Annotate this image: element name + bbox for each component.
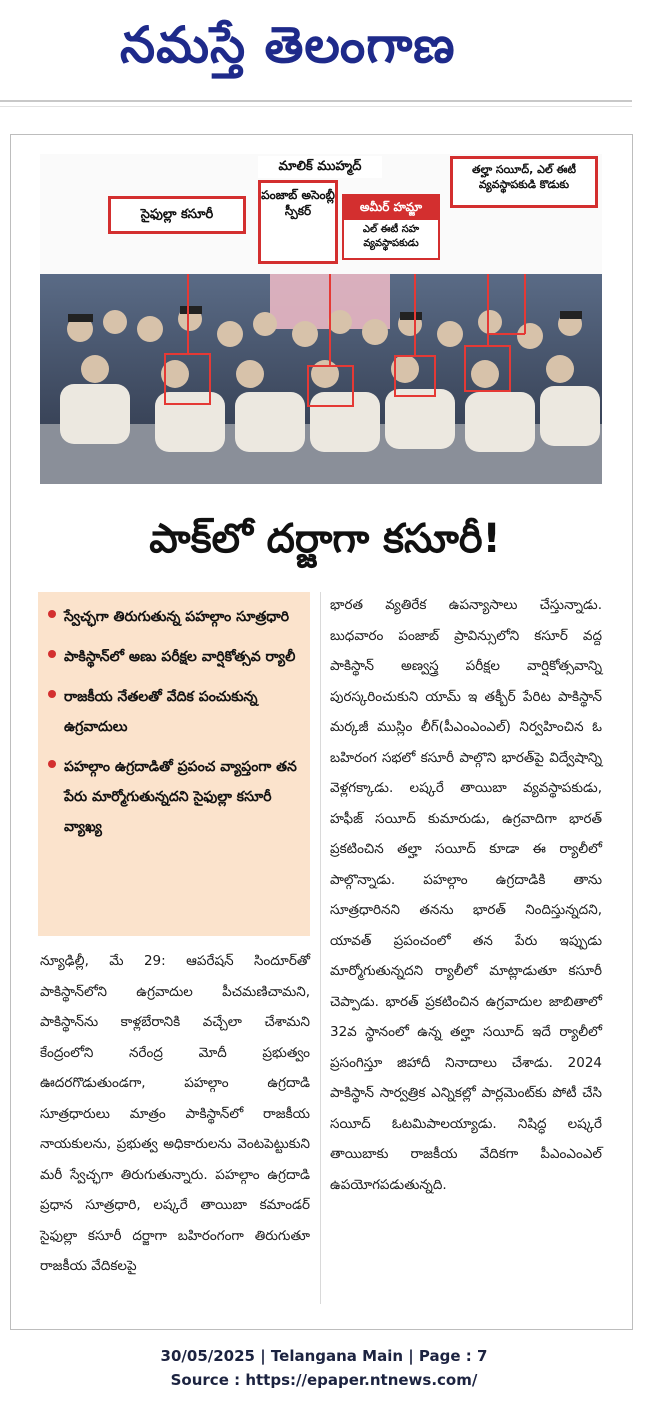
bullet-icon (48, 690, 56, 698)
footer-date-page: 30/05/2025 | Telangana Main | Page : 7 (160, 1347, 488, 1365)
masthead-divider-thin (0, 106, 632, 107)
caption-malik-name-text: మాలిక్ ముహ్మద్ (278, 159, 362, 174)
highlights-box (38, 592, 310, 936)
masthead-logo: నమస్తే తెలంగాణ (120, 15, 456, 74)
highlight-item (48, 682, 300, 742)
article-body-right-column: భారత వ్యతిరేక ఉపన్యాసాలు చేస్తున్నాడు. బుధవారం పంజాబ్ ప్రావిన్సులోని కసూర్ వద్ద పాకిస్థాన్ అణ్వస్త్ర పరీక్షల వార్షికోత్సవాన్ని పురస్కరించుకుని యామ్ ఇ తక్బీర్ పేరిట పాకిస్థాన్ మర్కజీ ముస్లిం లీగ్(పీఎంఎంఎల్) నిర్వహించిన ఓ బహిరంగ సభలో కసూరీ పాల్గొని భారత్‌పై విద్వేషాన్ని వెళ్లగక్కాడు. లష్కరే తాయిబా వ్యవస్థాపకుడు, హఫీజ్ సయీద్ కుమారుడు, ఉగ్రవాదిగా భారత్ ప్రకటించిన తల్హా సయీద్ కూడా ఈ ర్యాలీలో పాల్గొన్నాడు. పహల్గాం ఉగ్రదాడికి తాను సూత్రధారినని తనను భారత్ నిందిస్తున్నదని, యావత్ ప్రపంచంలో తన పేరు ఇప్పుడు మార్మోగుతున్నదని ర్యాలీలో మాట్లాడుతూ కసూరీ చెప్పాడు. భారత్ ప్రకటించిన ఉగ్రవాదుల జాబితాలో 32వ స్థానంలో ఉన్న తల్హా సయీద్ ఇదే ర్యాలీలో ప్రసంగిస్తూ జిహాదీ నినాదాలు చేశాడు. 2024 పాకిస్థాన్ సార్వత్రిక ఎన్నికల్లో పార్లమెంట్‌కు పోటీ చేసి సయీద్ ఓటమిపాలయ్యాడు. నిషిద్ధ లష్కరే తాయిబాకు రాజకీయ వేదికగా పీఎంఎంఎల్ ఉపయోగపడుతున్నది. (330, 597, 602, 1193)
bullet-icon (48, 610, 56, 618)
highlight-item (48, 752, 300, 842)
masthead (0, 0, 648, 110)
column-divider (320, 592, 321, 1304)
highlight-item (48, 642, 300, 672)
caption-kasuri-text: సైఫుల్లా కసూరీ (140, 207, 214, 222)
highlight-item (48, 602, 300, 632)
bullet-icon (48, 650, 56, 658)
highlight-text: పహల్గాం ఉగ్రదాడితో ప్రపంచ వ్యాప్తంగా తన పేరు మార్మోగుతున్నదని సైఫుల్లా కసూరీ వ్యాఖ్య (64, 759, 297, 835)
masthead-divider (0, 100, 632, 102)
caption-hamza-name (342, 194, 440, 220)
highlight-text: పాకిస్థాన్‌లో అణు పరీక్షల వార్షికోత్సవ ర్యాలీ (64, 649, 296, 665)
caption-malik-name (258, 156, 382, 178)
caption-talha-text: తల్హా సయీద్, ఎల్ ఈటీ వ్యవస్థాపకుడి కొడుకు (472, 163, 576, 191)
caption-malik-role-text: పంజాబ్ అసెంబ్లీ స్పీకర్ (261, 188, 335, 219)
highlight-text: స్వేచ్ఛగా తిరుగుతున్న పహల్గాం సూత్రధారి (64, 609, 290, 625)
highlight-text: రాజకీయ నేతలతో వేదిక పంచుకున్న ఉగ్రవాదులు (64, 689, 258, 735)
headline: పాక్‌లో దర్జాగా కసూరీ! (149, 516, 501, 562)
crowd-photo-image (40, 274, 602, 484)
article-body-left-column: న్యూఢిల్లీ, మే 29: ఆపరేషన్ సిందూర్‌తో పాకిస్థాన్‌లోని ఉగ్రవాదుల పీచమణిచామని, పాకిస్థాన్‌ను కాళ్లబేరానికి వచ్చేలా చేశామని కేంద్రంలోని నరేంద్ర మోదీ ప్రభుత్వం ఊదరగొడుతుండగా, పహల్గాం ఉగ్రదాడి సూత్రధారులు మాత్రం పాకిస్థాన్‌లో రాజకీయ నాయకులను, ప్రభుత్వ అధికారులను వెంటపెట్టుకుని మరీ స్వేచ్ఛగా తిరుగుతున్నారు. పహల్గాం ఉగ్రదాడి ప్రధాన సూత్రధారి, లష్కరే తాయిబా కమాండర్ సైఫుల్లా కసూరీ దర్జాగా బహిరంగంగా తిరుగుతూ రాజకీయ వేదికలపై (40, 953, 310, 1274)
caption-hamza-name-text: అమీర్ హమ్జా (359, 200, 423, 214)
footer-source-link[interactable]: Source : https://epaper.ntnews.com/ (170, 1371, 478, 1389)
caption-kasuri (108, 196, 246, 234)
caption-hamza-role-text: ఎల్ ఈటీ సహ వ్యవస్థాపకుడు (362, 224, 420, 249)
source-footer (0, 1344, 648, 1392)
news-photo (40, 154, 602, 484)
caption-talha (450, 156, 598, 208)
caption-malik-role (258, 180, 338, 264)
bullet-icon (48, 760, 56, 768)
caption-hamza-role (342, 220, 440, 260)
